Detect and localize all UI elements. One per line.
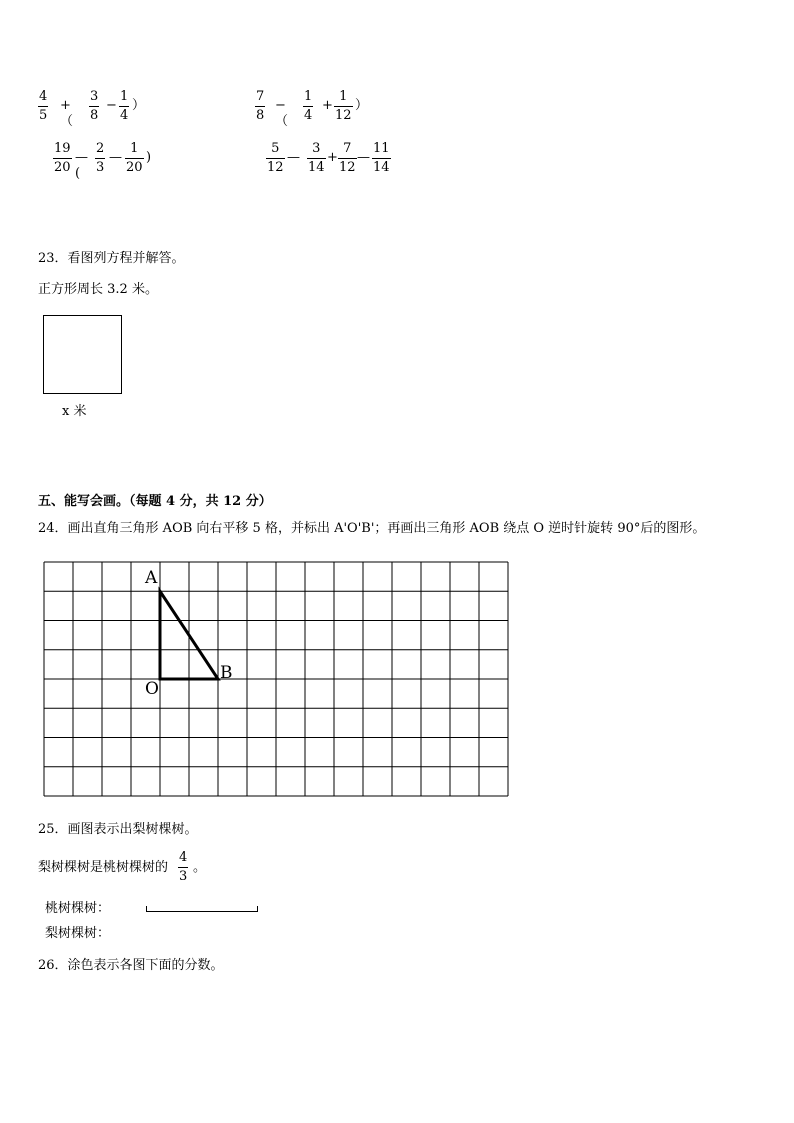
square-figure <box>43 315 122 394</box>
q25-description <box>38 860 168 876</box>
q23-description: 正方形周长 3.2 米。 <box>38 282 158 297</box>
pear-tree-label: 梨树棵树： <box>45 926 111 941</box>
operator: ） <box>132 98 146 113</box>
fraction: 3 8 <box>90 89 99 123</box>
operator: — <box>357 150 370 165</box>
operator: — <box>109 150 122 165</box>
fraction: 1 20 <box>126 141 143 175</box>
fraction: 2 3 <box>96 141 105 175</box>
peach-tree-label: 桃树棵树： <box>45 901 111 916</box>
fraction: 7 8 <box>256 89 265 123</box>
operator: +（ <box>60 98 74 129</box>
grid-lines <box>44 562 508 796</box>
fraction: 3 14 <box>308 141 325 175</box>
fraction: 11 14 <box>373 141 390 175</box>
q25-fraction: 4 3 <box>179 850 188 884</box>
operator: − <box>106 98 117 113</box>
q26-title: 26．涂色表示各图下面的分数。 <box>38 958 224 973</box>
fraction: 19 20 <box>54 141 71 175</box>
operator: ) <box>146 150 152 165</box>
fraction: 1 4 <box>120 89 129 123</box>
q25-desc-suffix: 。 <box>193 860 207 875</box>
fraction: 1 4 <box>304 89 313 123</box>
section-heading: 五、能写会画。（每题 4 分，共 12 分） <box>38 494 272 509</box>
peach-tree-segment <box>146 906 258 912</box>
label-a: A <box>145 568 158 588</box>
fraction: 1 12 <box>335 89 352 123</box>
operator: −（ <box>275 98 289 129</box>
square-side-label: x 米 <box>62 404 87 419</box>
q24-title: 24．画出直角三角形 AOB 向右平移 5 格，并标出 A'O'B'；再画出三角形 AOB 绕点 O 逆时针旋转 90°后的图形。 <box>38 521 706 536</box>
operator: ） <box>355 98 369 113</box>
operator: —( <box>75 150 88 181</box>
fraction: 4 5 <box>39 89 48 123</box>
grid-figure <box>43 561 509 797</box>
q23-title: 23．看图列方程并解答。 <box>38 251 185 266</box>
label-o: O <box>145 679 159 699</box>
label-b: B <box>220 663 233 683</box>
fraction: 5 12 <box>267 141 284 175</box>
q25-title: 25．画图表示出梨树棵树。 <box>38 822 198 837</box>
fraction: 7 12 <box>339 141 356 175</box>
operator: + <box>322 98 333 113</box>
operator: — <box>287 150 300 165</box>
operator: + <box>327 150 338 165</box>
q25-desc-prefix: 梨树棵树是桃树棵树的 <box>38 860 169 875</box>
